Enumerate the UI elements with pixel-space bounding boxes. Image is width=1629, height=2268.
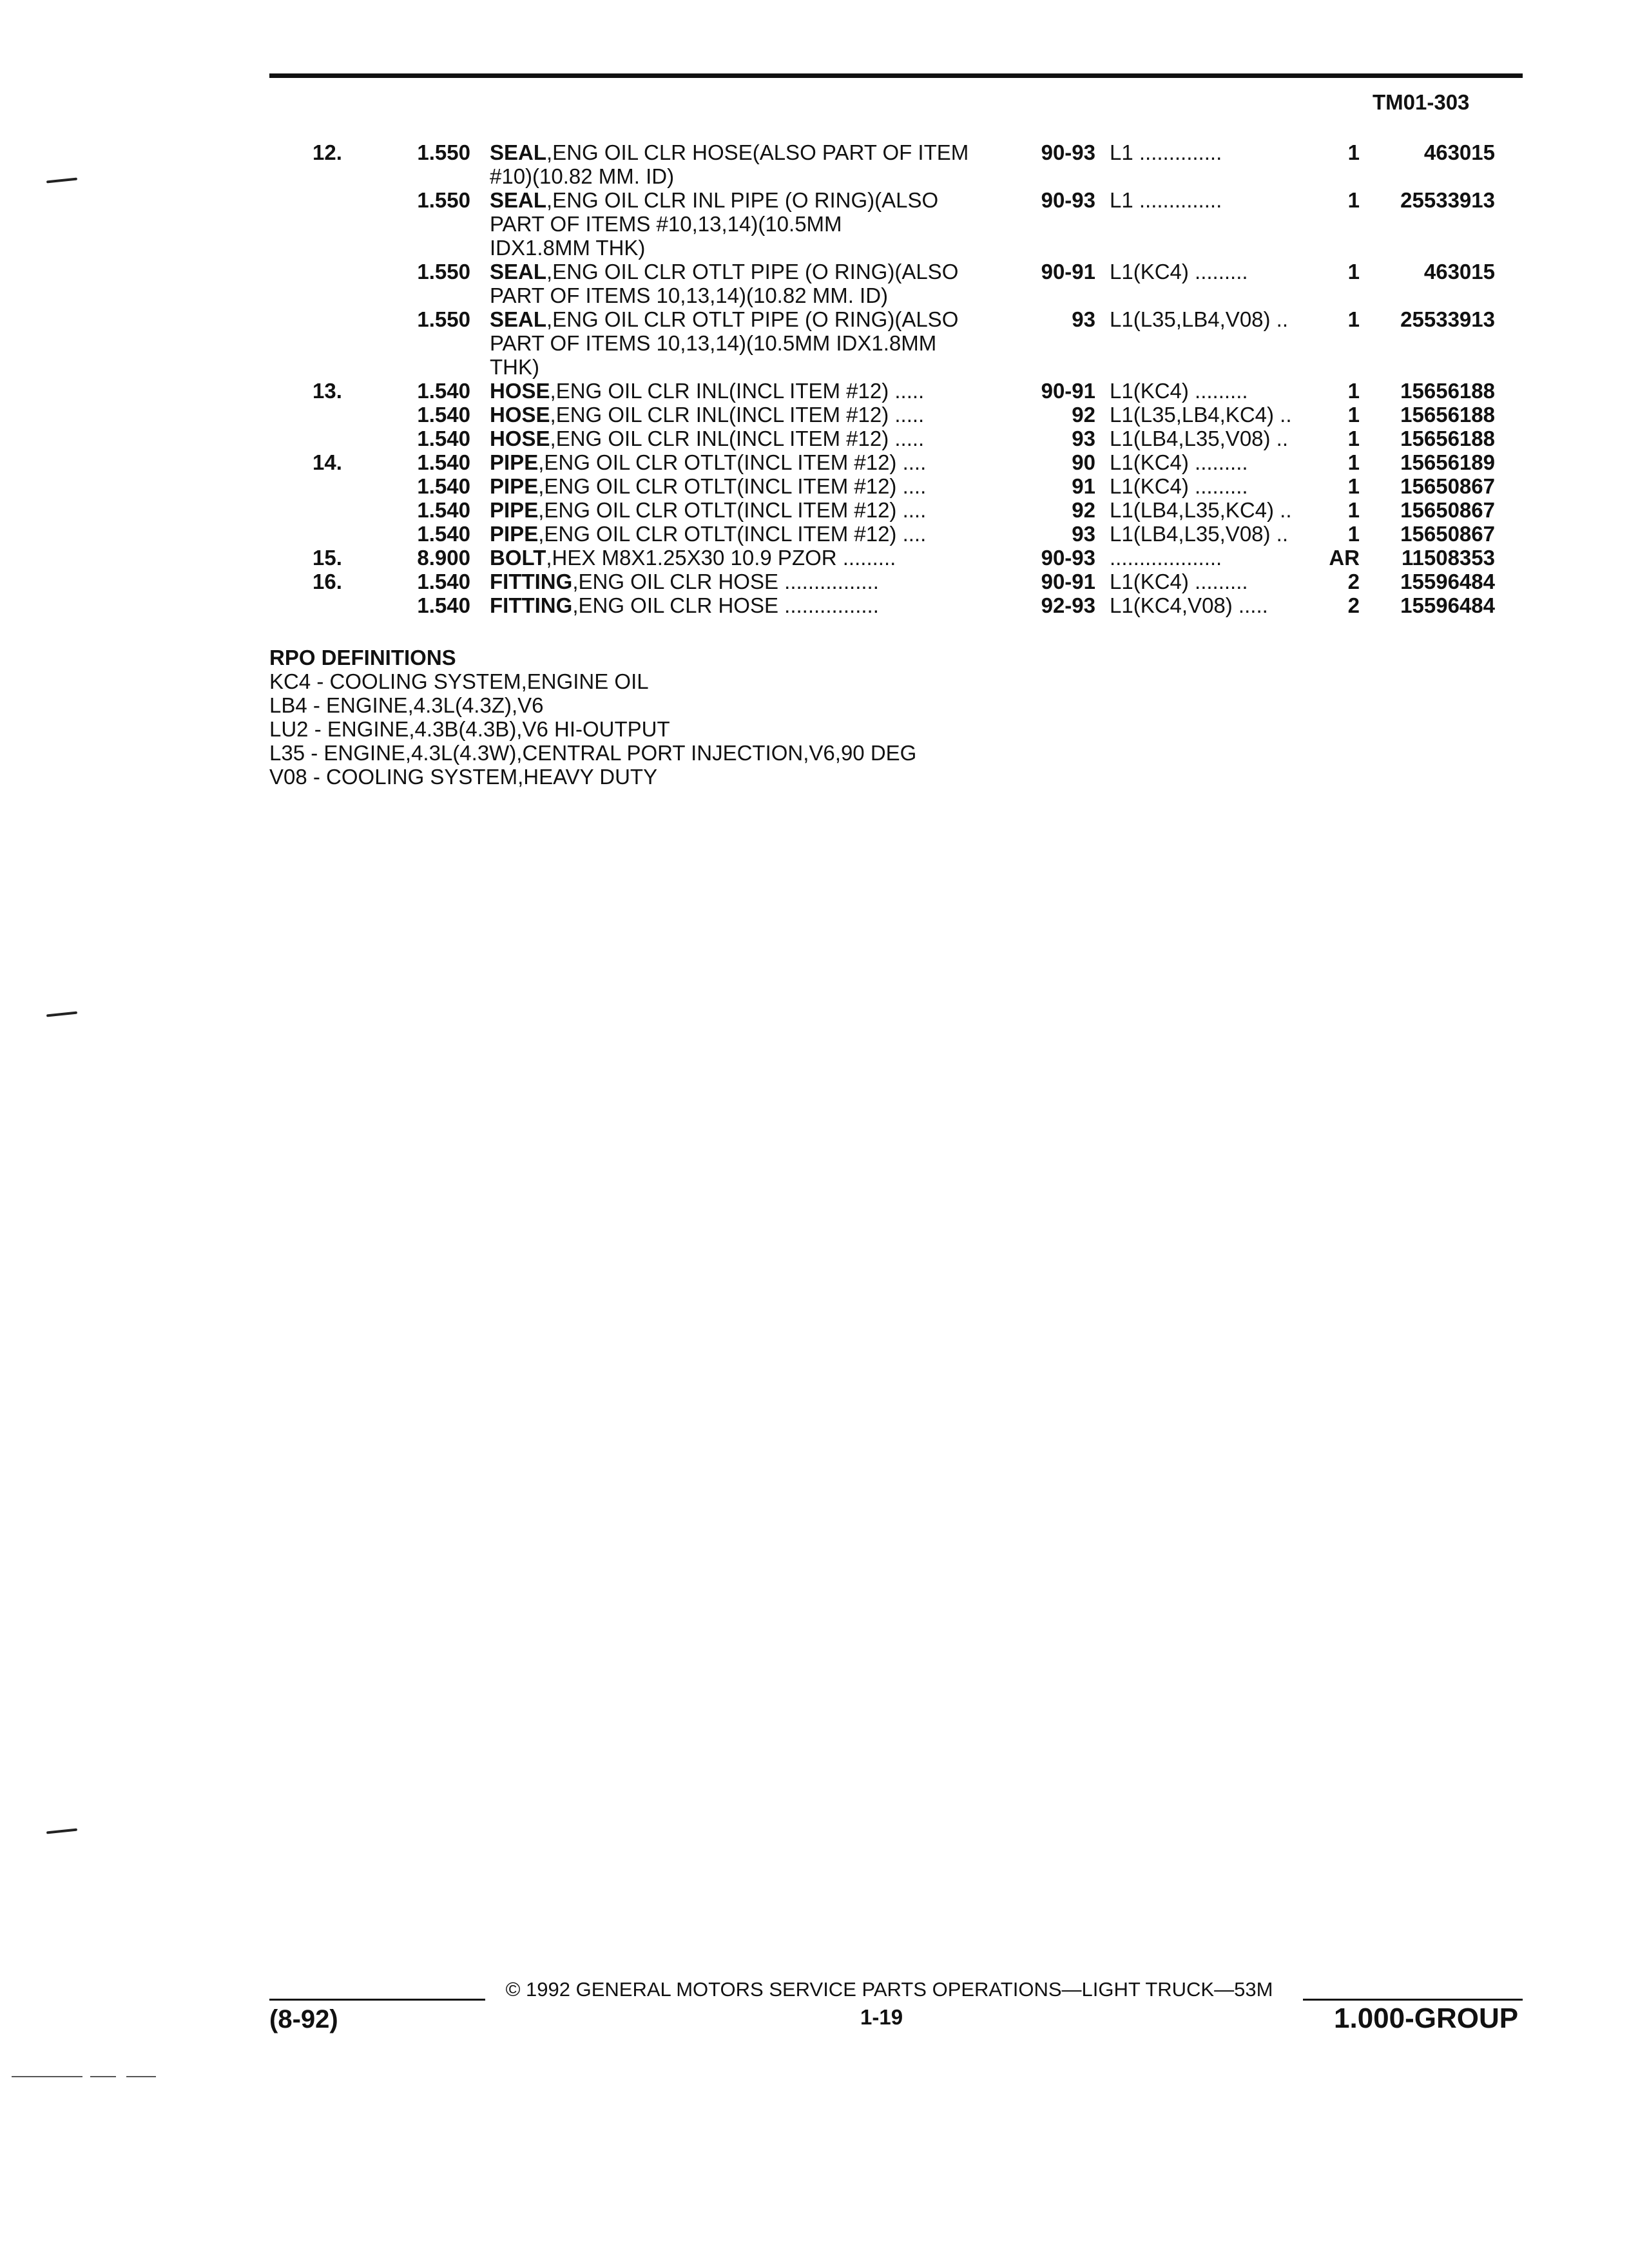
group-number: 1.550 — [417, 260, 470, 284]
rpo-line: KC4 - COOLING SYSTEM,ENGINE OIL — [269, 669, 649, 693]
part-row — [0, 403, 1629, 427]
group-number: 1.550 — [417, 307, 470, 331]
usage-code: L1(L35,LB4,KC4) .. — [1110, 403, 1292, 427]
part-number: 15650867 — [1400, 498, 1495, 522]
usage-code: L1(L35,LB4,V08) .. — [1110, 307, 1289, 331]
part-description — [470, 379, 1026, 403]
part-desc-line: ,ENG OIL CLR HOSE ................ — [572, 570, 879, 593]
header-rule — [269, 73, 1523, 78]
usage-code: L1 .............. — [1110, 188, 1222, 212]
part-number: 15656189 — [1400, 450, 1495, 474]
margin-mark — [46, 1829, 77, 1834]
part-description — [470, 522, 1026, 546]
rpo-line: LU2 - ENGINE,4.3B(4.3B),V6 HI-OUTPUT — [269, 717, 670, 741]
part-row — [0, 498, 1629, 522]
part-row — [0, 140, 1629, 188]
quantity: 1 — [1347, 188, 1360, 212]
model-years: 92 — [1072, 498, 1095, 522]
usage-code: L1(KC4) ......... — [1110, 379, 1248, 403]
part-desc-line: ,HEX M8X1.25X30 10.9 PZOR ......... — [546, 546, 896, 570]
part-number: 15656188 — [1400, 379, 1495, 403]
quantity: 1 — [1347, 427, 1360, 450]
part-desc-line: ,ENG OIL CLR OTLT(INCL ITEM #12) .... — [538, 474, 927, 498]
usage-code: L1(LB4,L35,KC4) .. — [1110, 498, 1292, 522]
model-years: 93 — [1072, 307, 1095, 331]
rpo-line: LB4 - ENGINE,4.3L(4.3Z),V6 — [269, 693, 544, 717]
rpo-title: RPO DEFINITIONS — [269, 646, 456, 669]
part-description — [470, 474, 1026, 498]
footer-page-number: 1-19 — [860, 2005, 903, 2029]
model-years: 90 — [1072, 450, 1095, 474]
model-years: 92 — [1072, 403, 1095, 427]
model-years: 90-93 — [1041, 188, 1095, 212]
quantity: 1 — [1347, 450, 1360, 474]
item-number: 14. — [313, 450, 342, 474]
part-desc-line: ,ENG OIL CLR INL(INCL ITEM #12) ..... — [550, 427, 925, 450]
part-row — [0, 474, 1629, 498]
quantity: 2 — [1347, 570, 1360, 593]
part-desc-line: ,ENG OIL CLR OTLT(INCL ITEM #12) .... — [538, 498, 927, 522]
group-number: 1.540 — [417, 522, 470, 546]
part-desc-line: ,ENG OIL CLR INL PIPE (O RING)(ALSO — [546, 188, 939, 212]
quantity: 1 — [1347, 307, 1360, 331]
part-desc-line: ,ENG OIL CLR OTLT PIPE (O RING)(ALSO — [546, 307, 959, 331]
part-row — [0, 593, 1629, 617]
model-years: 90-91 — [1041, 260, 1095, 284]
margin-mark — [46, 1012, 77, 1017]
quantity: 1 — [1347, 498, 1360, 522]
part-name: HOSE — [490, 427, 550, 450]
part-desc-line: ,ENG OIL CLR INL(INCL ITEM #12) ..... — [550, 403, 925, 427]
part-description — [470, 546, 1026, 570]
part-name: BOLT — [490, 546, 546, 570]
group-number: 1.540 — [417, 427, 470, 450]
model-years: 93 — [1072, 522, 1095, 546]
part-name: FITTING — [490, 570, 573, 593]
quantity: 1 — [1347, 403, 1360, 427]
part-desc-line: ,ENG OIL CLR HOSE ................ — [572, 593, 879, 617]
part-number: 15596484 — [1400, 570, 1495, 593]
part-desc-line: ,ENG OIL CLR OTLT PIPE (O RING)(ALSO — [546, 260, 959, 284]
part-name: PIPE — [490, 450, 539, 474]
part-desc-line: PART OF ITEMS #10,13,14)(10.5MM — [490, 212, 842, 236]
part-desc-line: THK) — [490, 355, 539, 379]
part-row — [0, 546, 1629, 570]
part-number: 15650867 — [1400, 474, 1495, 498]
part-description — [470, 570, 1026, 593]
usage-code: L1(KC4) ......... — [1110, 260, 1248, 284]
part-row — [0, 379, 1629, 403]
group-number: 1.550 — [417, 188, 470, 212]
footer-copyright: © 1992 GENERAL MOTORS SERVICE PARTS OPERATIONS—LIGHT TRUCK—53M — [505, 1978, 1273, 2001]
part-row — [0, 260, 1629, 307]
group-number: 8.900 — [417, 546, 470, 570]
rpo-line: L35 - ENGINE,4.3L(4.3W),CENTRAL PORT INJECTION,V6,90 DEG — [269, 741, 917, 765]
footer-date: (8-92) — [269, 2005, 338, 2033]
page-code: TM01-303 — [1373, 90, 1470, 114]
part-number: 25533913 — [1400, 188, 1495, 212]
part-description — [470, 307, 1026, 379]
footer-rule-left — [269, 1999, 485, 2001]
rpo-definitions — [269, 646, 916, 789]
group-number: 1.540 — [417, 450, 470, 474]
parts-table — [0, 140, 1629, 617]
part-number: 463015 — [1423, 260, 1495, 284]
model-years: 91 — [1072, 474, 1095, 498]
part-description — [470, 403, 1026, 427]
part-description — [470, 427, 1026, 450]
usage-code: L1 .............. — [1110, 140, 1222, 164]
part-name: SEAL — [490, 260, 547, 284]
model-years: 90-91 — [1041, 570, 1095, 593]
part-name: PIPE — [490, 474, 539, 498]
part-number: 15656188 — [1400, 427, 1495, 450]
group-number: 1.540 — [417, 498, 470, 522]
group-number: 1.540 — [417, 379, 470, 403]
part-description — [470, 450, 1026, 474]
scan-artifact — [90, 2076, 116, 2077]
part-desc-line: IDX1.8MM THK) — [490, 236, 646, 260]
usage-code: L1(KC4) ......... — [1110, 450, 1248, 474]
part-desc-line: ,ENG OIL CLR HOSE(ALSO PART OF ITEM — [546, 140, 969, 164]
footer-group: 1.000-GROUP — [1334, 2003, 1519, 2034]
part-description — [470, 140, 1026, 188]
part-name: SEAL — [490, 307, 547, 331]
part-name: SEAL — [490, 140, 547, 164]
group-number: 1.550 — [417, 140, 470, 164]
quantity: AR — [1329, 546, 1360, 570]
quantity: 1 — [1347, 140, 1360, 164]
usage-code: ................... — [1110, 546, 1222, 570]
model-years: 93 — [1072, 427, 1095, 450]
part-desc-line: ,ENG OIL CLR INL(INCL ITEM #12) ..... — [550, 379, 925, 403]
part-name: HOSE — [490, 379, 550, 403]
part-number: 15656188 — [1400, 403, 1495, 427]
model-years: 90-91 — [1041, 379, 1095, 403]
quantity: 1 — [1347, 379, 1360, 403]
scan-artifact — [126, 2076, 156, 2077]
part-row — [0, 307, 1629, 379]
usage-code: L1(LB4,L35,V08) .. — [1110, 427, 1289, 450]
part-number: 25533913 — [1400, 307, 1495, 331]
group-number: 1.540 — [417, 474, 470, 498]
part-desc-line: ,ENG OIL CLR OTLT(INCL ITEM #12) .... — [538, 522, 927, 546]
quantity: 1 — [1347, 260, 1360, 284]
group-number: 1.540 — [417, 570, 470, 593]
part-desc-line: PART OF ITEMS 10,13,14)(10.82 MM. ID) — [490, 284, 889, 307]
usage-code: L1(LB4,L35,V08) .. — [1110, 522, 1289, 546]
part-name: SEAL — [490, 188, 547, 212]
usage-code: L1(KC4) ......... — [1110, 474, 1248, 498]
part-number: 463015 — [1423, 140, 1495, 164]
part-number: 11508353 — [1401, 546, 1495, 570]
quantity: 2 — [1347, 593, 1360, 617]
part-name: PIPE — [490, 522, 539, 546]
quantity: 1 — [1347, 474, 1360, 498]
rpo-line: V08 - COOLING SYSTEM,HEAVY DUTY — [269, 765, 658, 789]
group-number: 1.540 — [417, 403, 470, 427]
part-row — [0, 188, 1629, 260]
item-number: 13. — [313, 379, 342, 403]
part-desc-line: PART OF ITEMS 10,13,14)(10.5MM IDX1.8MM — [490, 331, 937, 355]
part-description — [470, 498, 1026, 522]
part-desc-line: #10)(10.82 MM. ID) — [490, 164, 675, 188]
usage-code: L1(KC4,V08) ..... — [1110, 593, 1268, 617]
part-description — [470, 260, 1026, 307]
scan-artifact — [12, 2076, 82, 2077]
quantity: 1 — [1347, 522, 1360, 546]
part-desc-line: ,ENG OIL CLR OTLT(INCL ITEM #12) .... — [538, 450, 927, 474]
model-years: 90-93 — [1041, 546, 1095, 570]
part-row — [0, 522, 1629, 546]
part-name: HOSE — [490, 403, 550, 427]
part-number: 15650867 — [1400, 522, 1495, 546]
part-row — [0, 570, 1629, 593]
part-name: FITTING — [490, 593, 573, 617]
part-row — [0, 427, 1629, 450]
usage-code: L1(KC4) ......... — [1110, 570, 1248, 593]
model-years: 90-93 — [1041, 140, 1095, 164]
part-description — [470, 188, 1026, 260]
item-number: 16. — [313, 570, 342, 593]
footer-rule-right — [1303, 1999, 1523, 2001]
model-years: 92-93 — [1041, 593, 1095, 617]
group-number: 1.540 — [417, 593, 470, 617]
item-number: 15. — [313, 546, 342, 570]
part-description — [470, 593, 1026, 617]
part-number: 15596484 — [1400, 593, 1495, 617]
part-row — [0, 450, 1629, 474]
item-number: 12. — [313, 140, 342, 164]
part-name: PIPE — [490, 498, 539, 522]
